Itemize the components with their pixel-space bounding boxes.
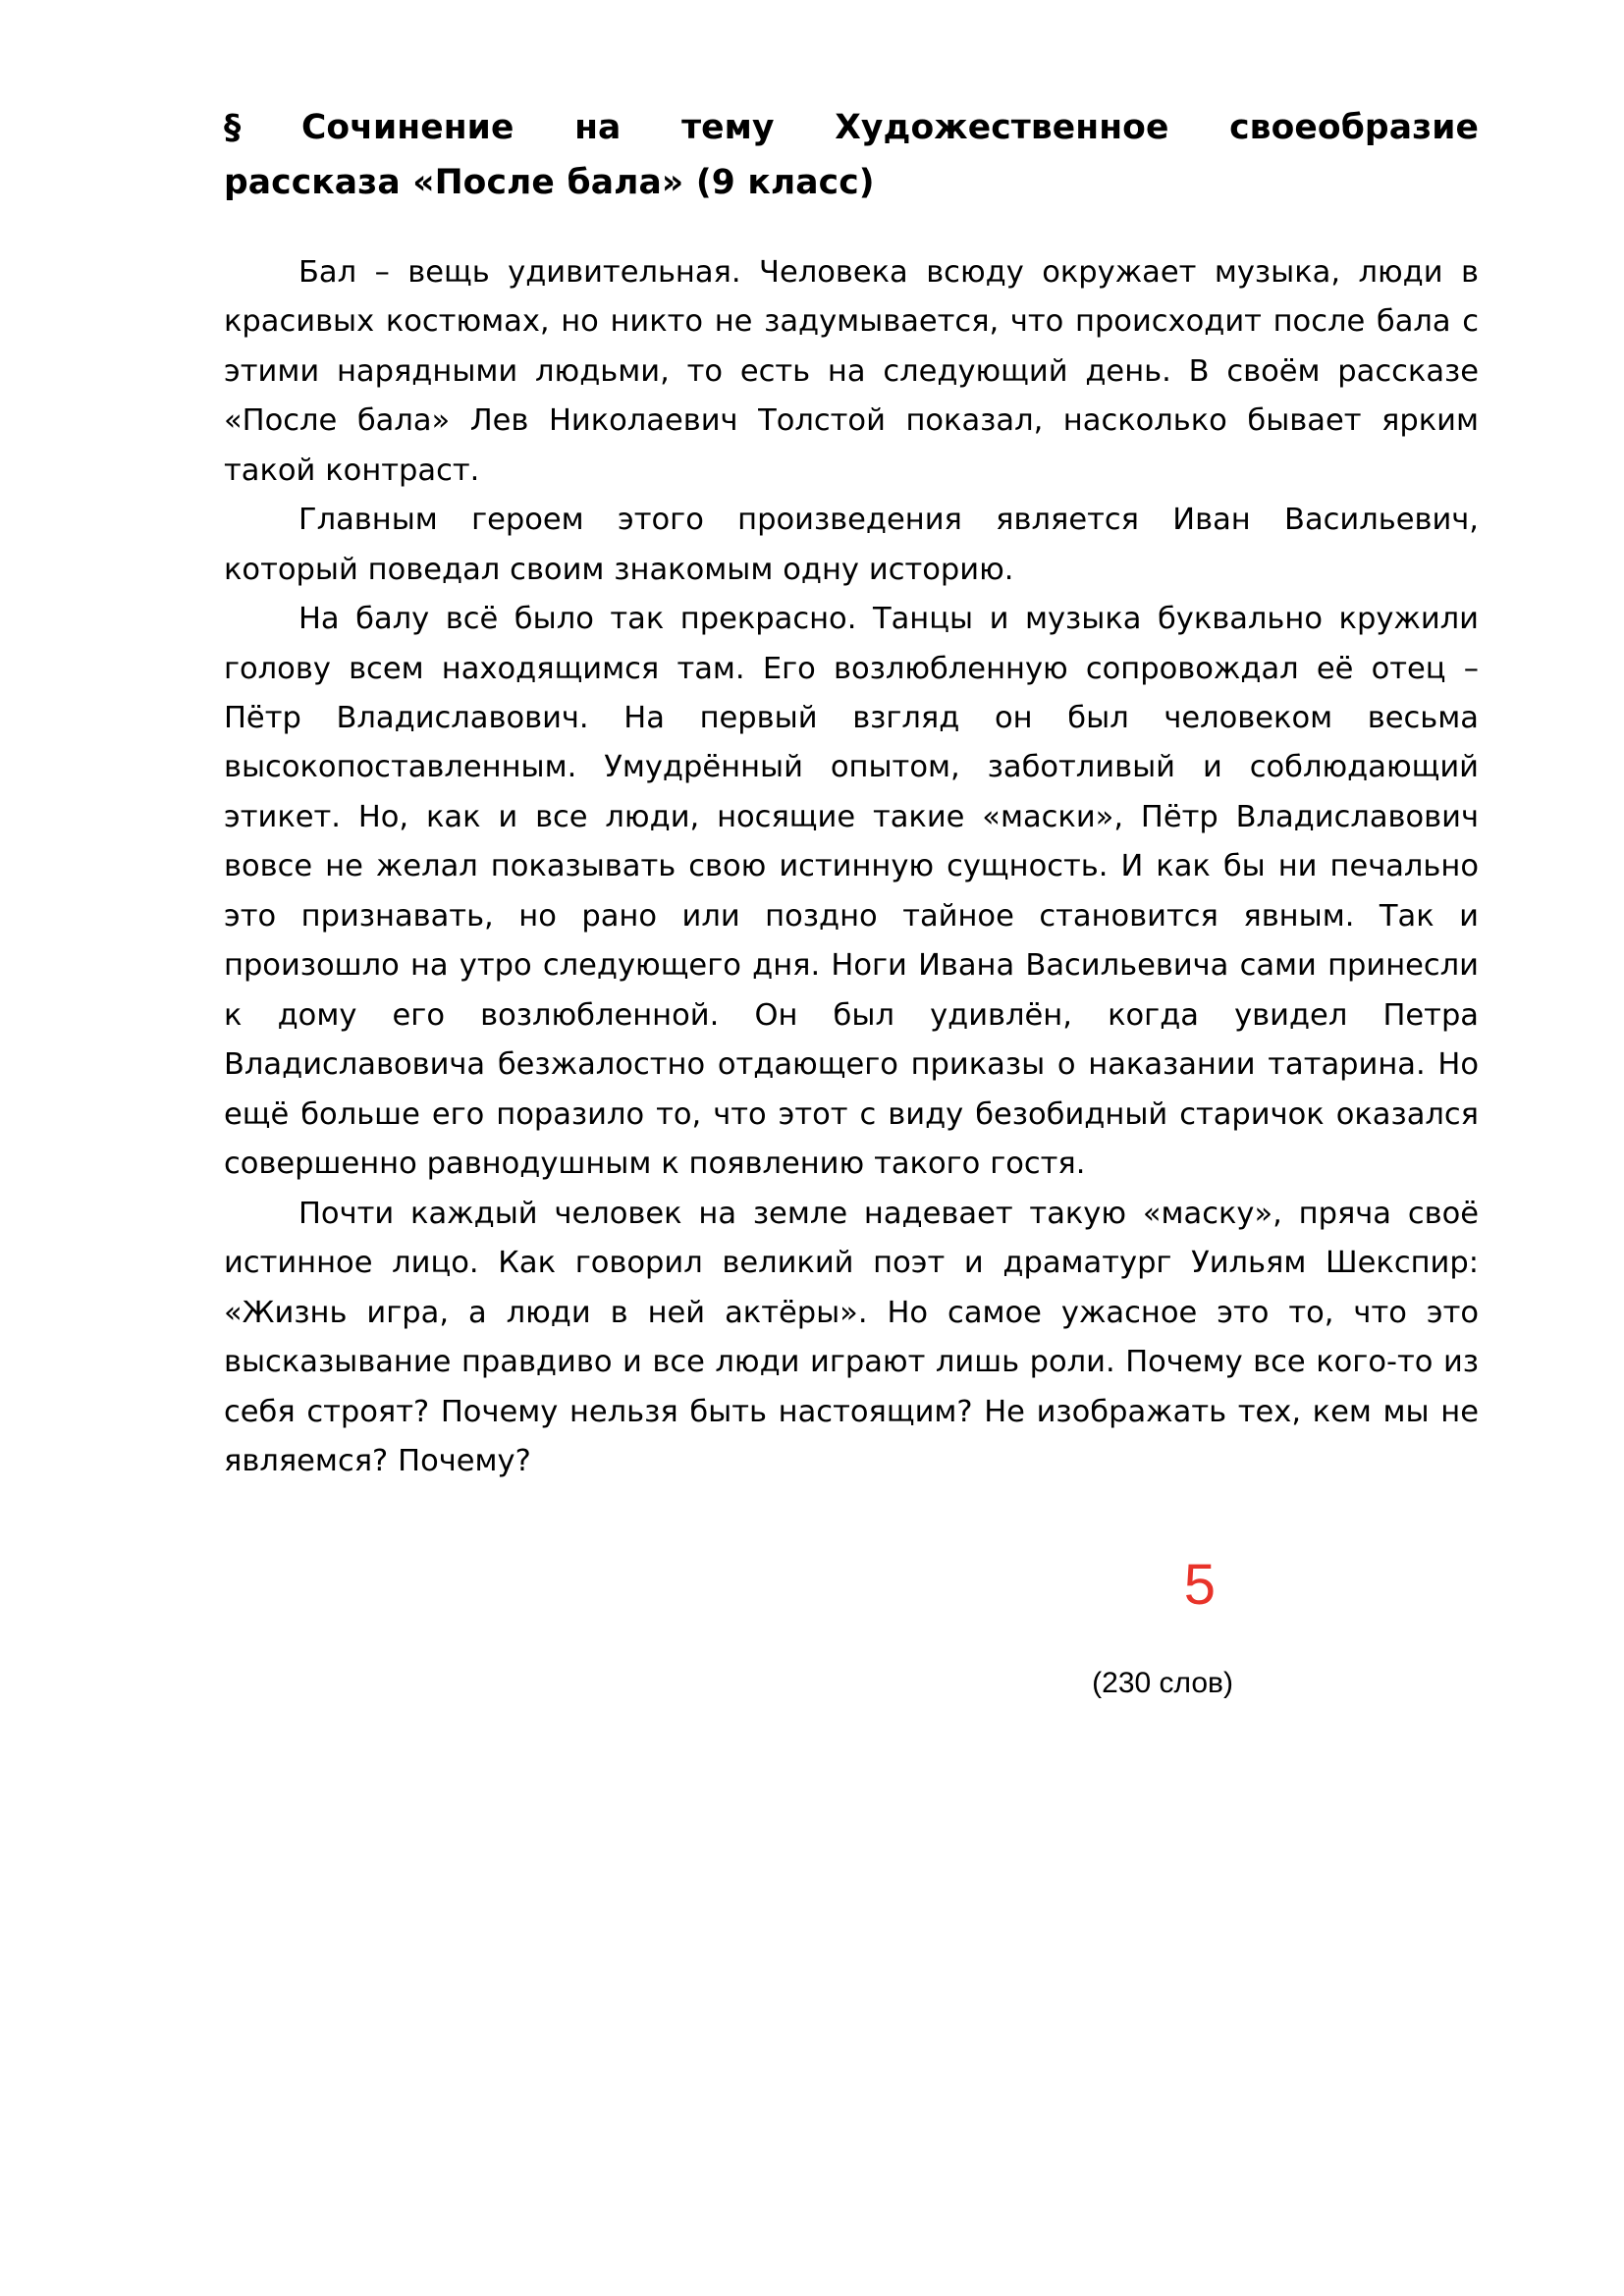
document-body: [224, 101, 1479, 1700]
page-title: [224, 101, 1479, 211]
grade-mark: 5: [1183, 1553, 1216, 1618]
word-count-label: (230 слов): [1092, 1667, 1233, 1700]
footer-block: [224, 1553, 1479, 1700]
page-title-line-1: § Сочинение на тему Художественное своеобразие: [224, 108, 1479, 147]
page-title-line-2: рассказа «После бала» (9 класс): [224, 162, 875, 202]
body-paragraph-2: Главным героем этого произведения является Иван Васильевич, который поведал своим знакомым одну историю.: [224, 503, 1479, 587]
body-paragraph-4: Почти каждый человек на земле надевает такую «маску», пряча своё истинное лицо. Как говорил великий поэт и драматург Уильям Шекспир: «Жизнь игра, а люди в ней актёры». Но самое ужасное это то, что это высказывание правдиво и все люди играют лишь роли. Почему все кого-то из себя строят? Почему нельзя быть настоящим? Не изображать тех, кем мы не являемся? Почему?: [224, 1196, 1479, 1478]
body-paragraph-1: Бал – вещь удивительная. Человека всюду окружает музыка, люди в красивых костюмах, но никто не задумывается, что происходит после бала с этими нарядными людьми, то есть на следующий день. В своём рассказе «После бала» Лев Николаевич Толстой показал, насколько бывает ярким такой контраст.: [224, 254, 1479, 488]
body-paragraph-3: На балу всё было так прекрасно. Танцы и музыка буквально кружили голову всем находящимся там. Его возлюбленную сопровождал её отец – Пётр Владиславович. На первый взгляд он был человеком весьма высокопоставленным. Умудрённый опытом, заботливый и соблюдающий этикет. Но, как и все люди, носящие такие «маски», Пётр Владиславович вовсе не желал показывать свою истинную сущность. И как бы ни печально это признавать, но рано или поздно тайное становится явным. Так и произошло на утро следующего дня. Ноги Ивана Васильевича сами принесли к дому его возлюбленной. Он был удивлён, когда увидел Петра Владиславовича безжалостно отдающего приказы о наказании татарина. Но ещё больше его поразило то, что этот с виду безобидный старичок оказался совершенно равнодушным к появлению такого гостя.: [224, 602, 1479, 1182]
